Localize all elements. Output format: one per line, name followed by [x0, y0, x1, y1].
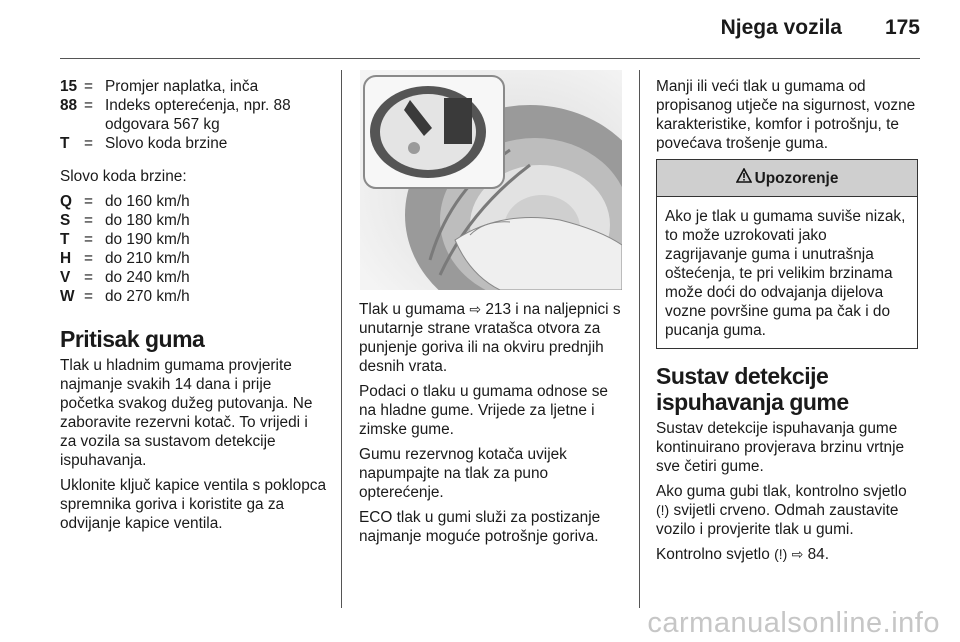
paragraph [656, 482, 918, 539]
tire-code-row [60, 134, 328, 153]
paragraph: Manji ili veći tlak u gumama od propisanog utječe na sigurnost, vozne karakteristike, komfor i potrošnju, te povećava trošenje guma. [656, 78, 916, 152]
code-key: 15 [60, 78, 78, 95]
warning-text: Ako je tlak u gumama suviše nizak, to može uzrokovati jako zagrijavanje guma i unutrašnja oštećenja, te pri velikim brzinama može doći do odvajanja dijelova vozne površine guma pa čak i do pucanja guma. [665, 208, 906, 339]
code-eq: = [84, 269, 93, 286]
header-divider [60, 58, 920, 59]
column-divider-2 [639, 70, 640, 608]
code-eq: = [84, 231, 93, 248]
column-3 [656, 77, 918, 570]
code-eq: = [84, 193, 93, 210]
page-header [0, 0, 960, 60]
warning-box [656, 159, 918, 349]
section-title-deflation-detection: Sustav detekcije ispuhavanja gume [656, 363, 849, 415]
illustration-svg [360, 70, 622, 290]
page-ref-arrow-icon: ⇨ [469, 301, 482, 317]
chapter-title: Njega vozila [720, 16, 842, 39]
valve-cap-illustration [360, 70, 622, 290]
code-key: 88 [60, 97, 78, 114]
text-span: svijetli crveno. Odmah zaustavite vozilo i provjerite tlak u gumi. [656, 502, 899, 538]
inset-fuel-flap [364, 76, 504, 188]
paragraph [359, 300, 627, 376]
speed-code-intro: Slovo koda brzine: [60, 168, 187, 185]
code-key: Q [60, 193, 72, 210]
code-value: Promjer naplatka, inča [105, 78, 259, 95]
warning-triangle-icon [736, 168, 752, 188]
paragraph: Uklonite ključ kapice ventila s poklopca spremnika goriva i koristite ga za odvijanje kapice ventila. [60, 477, 327, 532]
section-title-tire-pressure: Pritisak guma [60, 326, 205, 352]
paragraph: Sustav detekcije ispuhavanja gume kontinuirano provjerava brzinu vrtnje sve četiri gume. [656, 420, 905, 475]
code-eq: = [84, 212, 93, 229]
code-eq: = [84, 78, 93, 95]
code-eq: = [84, 250, 93, 267]
code-eq: = [84, 97, 93, 114]
paragraph [656, 545, 918, 564]
paragraph: Tlak u hladnim gumama provjerite najmanje svakih 14 dana i prije početka svakog dužeg putovanja. Ne zaboravite rezervni kotač. To vrijedi i za vozila sa sustavom detekcije ispuhavanja. [60, 357, 313, 469]
code-key: H [60, 250, 72, 267]
code-key: T [60, 231, 70, 248]
code-value: Slovo koda brzine [105, 135, 228, 152]
text-span: Ako guma gubi tlak, kontrolno svjetlo [656, 483, 907, 500]
tire-code-row [60, 96, 328, 134]
page-number: 175 [884, 16, 920, 39]
paragraph: Podaci o tlaku u gumama odnose se na hladne gume. Vrijede za ljetne i zimske gume. [359, 383, 608, 438]
speed-code-row [60, 192, 328, 211]
code-value: do 210 km/h [105, 250, 190, 267]
code-value: do 180 km/h [105, 212, 190, 229]
code-eq: = [84, 288, 93, 305]
code-eq: = [84, 135, 93, 152]
column-2 [359, 300, 627, 552]
paragraph: Gumu rezervnog kotača uvijek napumpajte na tlak za puno opterećenje. [359, 446, 567, 501]
column-divider-1 [341, 70, 342, 608]
tire-code-list [60, 77, 328, 153]
code-value: do 190 km/h [105, 231, 190, 248]
code-key: V [60, 269, 71, 286]
tire-pressure-warning-icon: (!) [774, 546, 788, 562]
page-ref-arrow-icon: ⇨ [791, 546, 804, 562]
tire-code-row [60, 77, 328, 96]
text-span: 213 i na naljepnici s unutarnje strane vratašca otvora za punjenje goriva ili na okviru prednjih desnih vrata. [359, 301, 621, 375]
text-span: Tlak u gumama [359, 301, 470, 318]
speed-code-row [60, 287, 328, 306]
code-value: do 160 km/h [105, 193, 190, 210]
paragraph: ECO tlak u gumi služi za postizanje najmanje moguće potrošnje goriva. [359, 509, 601, 545]
watermark: carmanualsonline.info [647, 607, 940, 639]
code-value: Indeks opterećenja, npr. 88 odgovara 567 kg [105, 97, 291, 133]
column-1 [60, 77, 328, 539]
speed-code-row [60, 211, 328, 230]
speed-code-list [60, 192, 328, 306]
tire-pressure-warning-icon: (!) [656, 502, 670, 518]
speed-code-row [60, 268, 328, 287]
text-span: Kontrolno svjetlo [656, 546, 775, 563]
speed-code-row [60, 249, 328, 268]
warning-title: Upozorenje [754, 169, 839, 187]
code-key: W [60, 288, 75, 305]
text-span: 84. [803, 546, 829, 563]
code-key: S [60, 212, 71, 229]
code-value: do 270 km/h [105, 288, 190, 305]
speed-code-row [60, 230, 328, 249]
warning-header [657, 160, 917, 197]
code-value: do 240 km/h [105, 269, 190, 286]
code-key: T [60, 135, 70, 152]
